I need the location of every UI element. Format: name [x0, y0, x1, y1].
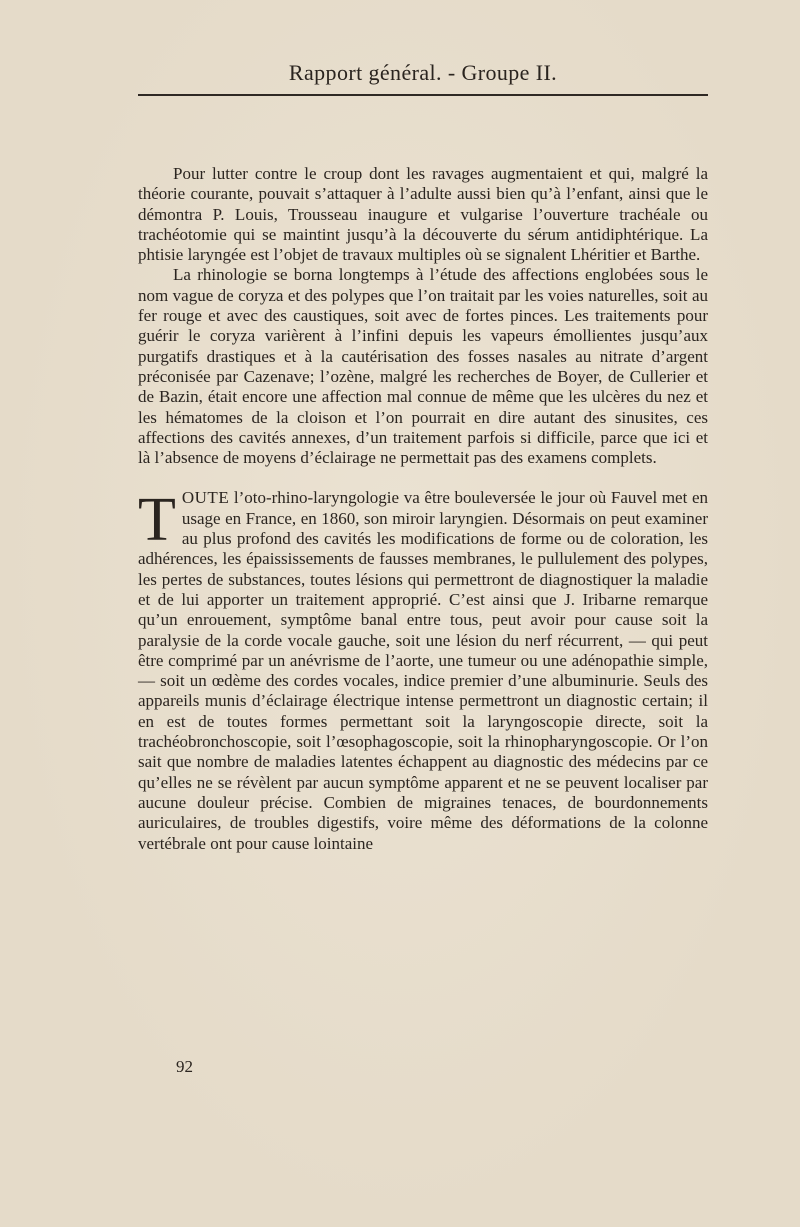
header-rule [138, 94, 708, 96]
section-text: l’oto-rhino-laryngologie va être bouleversée le jour où Fauvel met en usage en France, en 1860, son miroir laryngien. Désormais on peut examiner au plus profond des cavités les modifications de forme ou de coloration, les adhérences, les épaississements de fausses membranes, le pullulement des polypes, les pertes de substances, toutes lésions qui permettront de diagnostiquer la maladie et de lui apporter un traitement approprié. C’est ainsi que J. Iribarne remarque qu’un enrouement, symptôme banal entre tous, peut avoir pour cause soit la paralysie de la corde vocale gauche, soit une lésion du nerf récurrent, — qui peut être comprimé par un anévrisme de l’aorte, une tumeur ou une adénopathie simple, — soit un œdème des cordes vocales, indice premier d’une albuminurie. Seuls des appareils munis d’éclairage électrique intense permettront un diagnostic certain; il en est de toutes formes permettant soit la laryngoscopie directe, soit la trachéobronchoscopie, soit l’œsophagoscopie, soit la rhinopharyngoscopie. Or l’on sait que nombre de maladies latentes échappent au diagnostic des médecins par ce qu’elles ne se révèlent par aucun symptôme apparent et ne se peuvent localiser par aucune douleur précise. Combien de migraines tenaces, de bourdonnements auriculaires, de troubles digestifs, voire même des déformations de la colonne vertébrale ont pour cause lointaine [138, 488, 708, 853]
paragraph-oto-rhino [138, 488, 708, 853]
page-number: 92 [176, 1057, 193, 1076]
running-head: Rapport général. - Groupe II. [288, 60, 558, 85]
drop-cap: T [138, 486, 176, 555]
body-text [138, 164, 708, 854]
paragraph-rhinologie: La rhinologie se borna longtemps à l’étude des affections englobées sous le nom vague de coryza et des polypes que l’on traitait par les voies naturelles, soit au fer rouge et avec des caustiques, soit avec de fortes pinces. Les traitements pour guérir le coryza varièrent à l’infini depuis les vapeurs émollientes jusqu’aux purgatifs drastiques et à la cautérisation des fosses nasales au nitrate d’argent préconisée par Cazenave; l’ozène, malgré les recherches de Boyer, de Cullerier et de Bazin, était encore une affection mal connue de même que les ulcères du nez et les hématomes de la cloison et l’on pourrait en dire autant des sinusites, ces affections des cavités annexes, d’un traitement parfois si difficile, parce que ici et là l’absence de moyens d’éclairage ne permettait pas des examens complets. [138, 265, 708, 468]
lead-in-smallcaps: OUTE [181, 488, 230, 508]
paragraph-croup: Pour lutter contre le croup dont les ravages augmentaient et qui, malgré la théorie courante, pouvait s’attaquer à l’adulte aussi bien qu’à l’enfant, ainsi que le démontra P. Louis, Trousseau inaugure et vulgarise l’ouverture trachéale ou trachéotomie qui se maintint jusqu’à la découverte du sérum antidiphtérique. La phtisie laryngée est l’objet de travaux multiples où se signalent Lhéritier et Barthe. [138, 164, 708, 265]
